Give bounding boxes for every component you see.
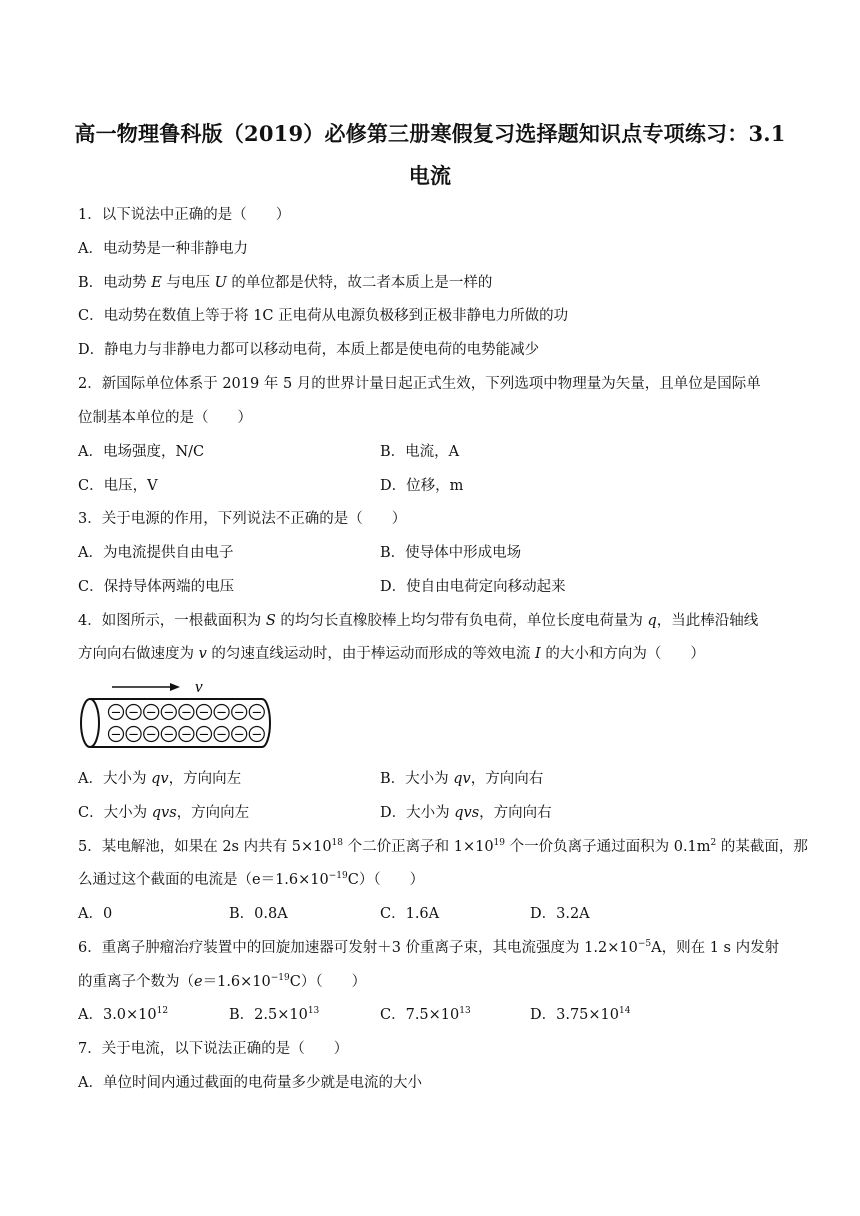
negative-charge-sign: − [110, 705, 122, 721]
q5-option-b: B．0.8A [229, 906, 288, 922]
q6-option-b: B．$2.5\times 10^{13}$ [229, 1006, 320, 1023]
velocity-label: v [195, 677, 203, 696]
negative-charge-sign: − [180, 727, 192, 743]
q3-option-d: D．使自由电荷定向移动起来 [380, 579, 566, 595]
q3-option-c: C．保持导体两端的电压 [78, 579, 235, 595]
q4-option-d: D．大小为 qvs，方向向右 [380, 805, 552, 821]
q4-stem-line2: 方向向右做速度为 v 的匀速直线运动时，由于棒运动而形成的等效电流 I 的大小和方向为（ ） [78, 646, 705, 662]
rod-end-cap [81, 699, 99, 747]
page-title-line1: 高一物理鲁科版（2019）必修第三册寒假复习选择题知识点专项练习：3.1 [74, 121, 786, 146]
negative-charge-sign: − [145, 727, 157, 743]
negative-charge-sign: − [233, 705, 245, 721]
q2-stem-line2: 位制基本单位的是（ ） [78, 410, 252, 426]
negative-charge-sign: − [128, 727, 140, 743]
q4-stem-line1: 4．如图所示，一根截面积为 S 的均匀长直橡胶棒上均匀带有负电荷，单位长度电荷量为 q，当此棒沿轴线 [78, 613, 759, 629]
q2-option-b: B．电流，A [380, 444, 460, 460]
negative-charge-sign: − [163, 727, 175, 743]
negative-charge-sign: − [198, 727, 210, 743]
negative-charge-sign: − [251, 727, 263, 743]
q2-option-a: A．电场强度，N/C [78, 444, 205, 460]
q7-option-a: A．单位时间内通过截面的电荷量多少就是电流的大小 [78, 1075, 422, 1091]
negative-charge-sign: − [180, 705, 192, 721]
q7-stem: 7．关于电流，以下说法正确的是（ ） [78, 1041, 349, 1057]
negative-charge-sign: − [163, 705, 175, 721]
q1-option-c: C．电动势在数值上等于将 1C 正电荷从电源负极移到正极非静电力所做的功 [78, 308, 569, 324]
q6-stem-line2: 的重离子个数为$(e=1.6\times 10^{-19}C)$（ ） [78, 973, 367, 990]
negative-charge-sign: − [233, 727, 245, 743]
q2-option-c: C．电压，V [78, 478, 158, 494]
q6-option-a: A．$3.0\times 10^{12}$ [78, 1006, 169, 1023]
q3-option-a: A．为电流提供自由电子 [78, 545, 234, 561]
q6-option-d: D．$3.75\times 10^{14}$ [530, 1006, 631, 1023]
q5-stem-line2: 么通过这个截面的电流是$(e=1.6\times 10^{-19}C)$（ ） [78, 871, 425, 888]
q1-option-b: B．电动势 E 与电压 U 的单位都是伏特，故二者本质上是一样的 [78, 275, 493, 291]
q1-stem: 1．以下说法中正确的是（ ） [78, 207, 291, 223]
rod-charges [109, 705, 265, 743]
negative-charge-sign: − [198, 705, 210, 721]
charged-rod-figure [74, 675, 274, 759]
velocity-arrow-head [170, 683, 180, 691]
negative-charge-sign: − [128, 705, 140, 721]
q3-stem: 3．关于电源的作用，下列说法不正确的是（ ） [78, 511, 407, 527]
negative-charge-sign: − [251, 705, 263, 721]
q2-stem-line1: 2．新国际单位体系于 2019 年 5 月的世界计量日起正式生效，下列选项中物理量为矢量，且单位是国际单 [78, 376, 761, 392]
q4-option-a: A．大小为 qv，方向向左 [78, 771, 242, 787]
q5-option-c: C．1.6A [380, 906, 440, 922]
charged-rod-svg [74, 675, 274, 755]
q4-option-b: B．大小为 qv，方向向右 [380, 771, 544, 787]
negative-charge-sign: − [216, 705, 228, 721]
negative-charge-sign: − [216, 727, 228, 743]
q1-option-a: A．电动势是一种非静电力 [78, 241, 248, 257]
negative-charge-sign: − [145, 705, 157, 721]
q4-option-c: C．大小为 qvs，方向向左 [78, 805, 250, 821]
q5-option-a: A．0 [78, 906, 113, 922]
q5-option-d: D．3.2A [530, 906, 590, 922]
q3-option-b: B．使导体中形成电场 [380, 545, 522, 561]
q6-stem-line1: 6．重离子肿瘤治疗装置中的回旋加速器可发射＋3 价重离子束，其电流强度为 $1.2\times 10^{-5}A$，则在 1 s 内发射 [78, 939, 780, 956]
q1-option-d: D．静电力与非静电力都可以移动电荷，本质上都是使电荷的电势能减少 [78, 342, 540, 358]
q5-stem-line1: 5．某电解池，如果在 2s 内共有 $5\times 10^{18}$ 个二价正离子和 $1\times 10^{19}$ 个一价负离子通过面积为 $0.1m^2$ 的某截面，那 [78, 838, 808, 855]
q6-option-c: C．$7.5\times 10^{13}$ [380, 1006, 471, 1023]
q2-option-d: D．位移，m [380, 478, 464, 494]
negative-charge-sign: − [110, 727, 122, 743]
page-title-line2: 电流 [408, 163, 452, 188]
